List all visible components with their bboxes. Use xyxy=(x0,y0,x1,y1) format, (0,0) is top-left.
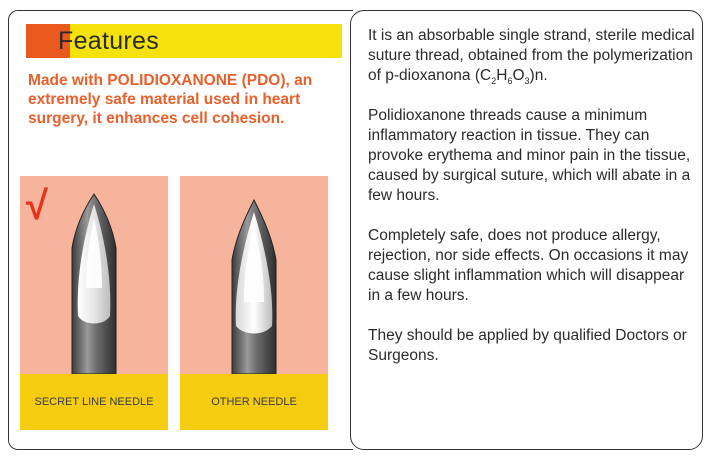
formula-text: O xyxy=(512,67,525,84)
paragraph-application: They should be applied by qualified Doctors or Surgeons. xyxy=(368,327,687,364)
checkmark-icon: √ xyxy=(26,184,48,228)
composition-text: It is an absorbable single strand, sterile medical suture thread, obtained from the polymerization of p-dioxanona (C xyxy=(368,27,695,84)
lead-text: Made with POLIDIOXANONE (PDO), an extremely safe material used in heart surgery, it enhances cell cohesion. xyxy=(28,72,313,127)
formula-subscript: 3 xyxy=(524,76,530,87)
features-title: Features xyxy=(58,27,160,55)
secret-line-needle-panel xyxy=(20,176,168,430)
formula-subscript: 2 xyxy=(491,76,497,87)
other-needle-illustration xyxy=(180,176,328,374)
secret-line-needle-label: SECRET LINE NEEDLE xyxy=(20,374,168,430)
formula-subscript: 6 xyxy=(507,76,513,87)
formula-text: H xyxy=(496,67,508,84)
other-needle-panel xyxy=(180,176,328,430)
description-text xyxy=(368,26,698,386)
paragraph-reaction: Polidioxanone threads cause a minimum inflammatory reaction in tissue. They can provoke erythema and minor pain in the tissue, caused by surgical suture, which will abate in a few hours. xyxy=(368,107,691,204)
paragraph-safety: Completely safe, does not produce allergy, rejection, nor side effects. On occasions it may cause slight inflammation which will disappear in a few hours. xyxy=(368,227,689,304)
formula-text: )n. xyxy=(529,67,548,84)
paragraph-composition xyxy=(368,26,698,86)
other-needle-label: OTHER NEEDLE xyxy=(180,374,328,430)
